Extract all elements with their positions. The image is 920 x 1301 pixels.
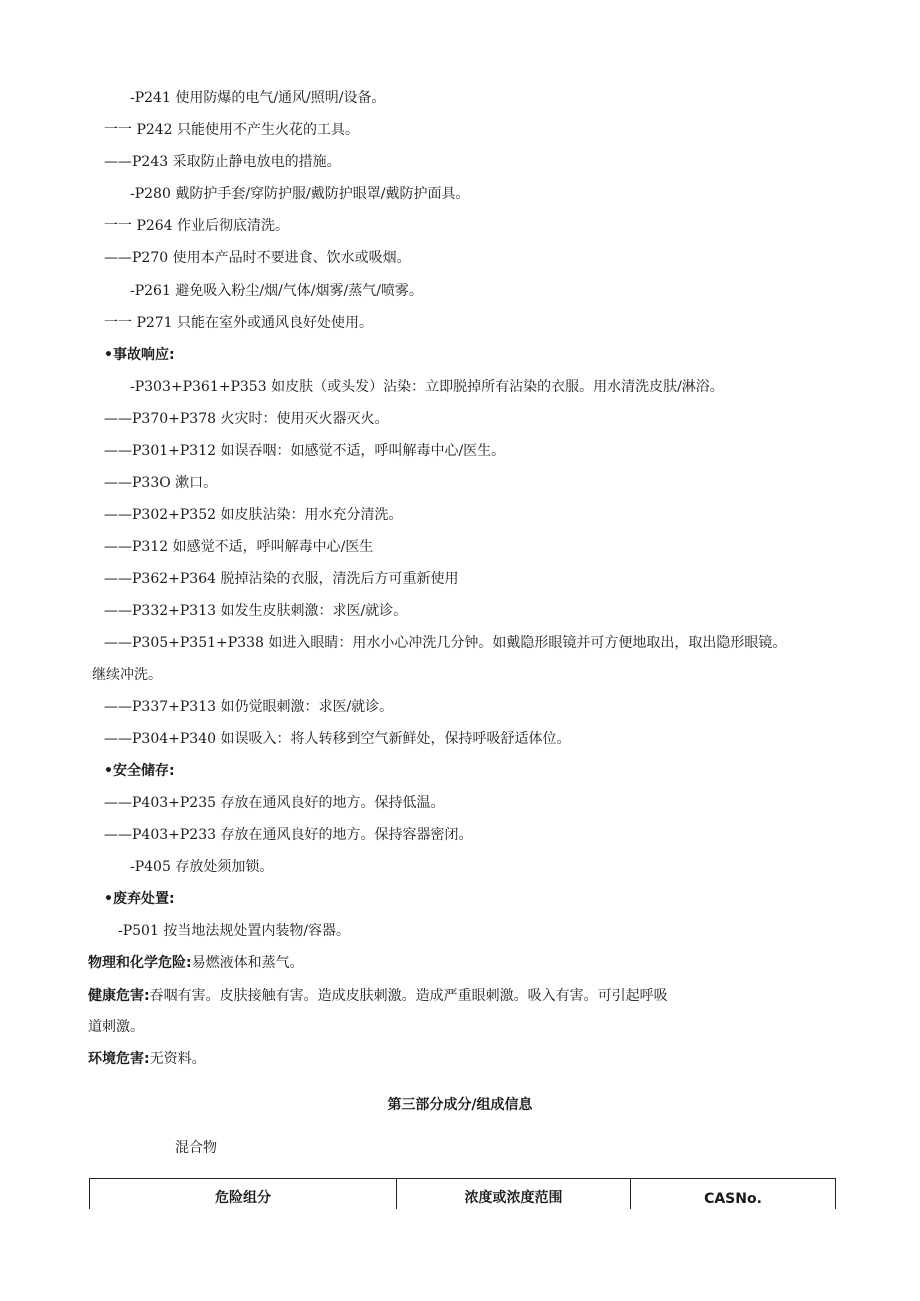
- response-line: ——P33O 漱口。: [104, 475, 218, 491]
- disposal-line: -P501 按当地法规处置内装物/容器。: [118, 923, 351, 939]
- response-line: ——P362+P364 脱掉沾染的衣服，清洗后方可重新使用: [104, 571, 459, 587]
- response-heading: •事故响应:: [104, 347, 175, 363]
- response-line: 继续冲洗。: [92, 667, 162, 683]
- response-line: ——P370+P378 火灾时：使用灭火器灭火。: [104, 411, 389, 427]
- mixture-label: 混合物: [175, 1140, 217, 1156]
- physical-hazard-label: 物理和化学危险:: [88, 955, 192, 971]
- column-header-cas: CASNo.: [631, 1179, 836, 1210]
- physical-hazard: [88, 953, 304, 973]
- physical-hazard-text: 易燃液体和蒸气。: [191, 955, 304, 971]
- storage-line: ——P403+P233 存放在通风良好的地方。保持容器密闭。: [104, 827, 473, 843]
- response-line: ——P332+P313 如发生皮肤刺激：求医/就诊。: [104, 603, 408, 619]
- prevention-line: ——P270 使用本产品时不要进食、饮水或吸烟。: [104, 250, 411, 266]
- environment-hazard: [88, 1049, 206, 1069]
- prevention-line: -P261 避免吸入粉尘/烟/气体/烟雾/蒸气/喷雾。: [130, 283, 423, 299]
- health-hazard-label: 健康危害:: [88, 988, 150, 1004]
- composition-table: [89, 1178, 836, 1209]
- response-line: ——P312 如感觉不适，呼叫解毒中心/医生: [104, 539, 374, 555]
- disposal-heading: •废弃处置:: [104, 891, 175, 907]
- response-line: -P303+P361+P353 如皮肤（或头发）沾染：立即脱掉所有沾染的衣服。用水清洗皮肤/淋浴。: [130, 379, 724, 395]
- prevention-line: 一一 P271 只能在室外或通风良好处使用。: [104, 315, 374, 331]
- table-header-row: [90, 1179, 836, 1210]
- health-hazard-continued: 道刺激。: [88, 1019, 144, 1035]
- column-header-component: 危险组分: [90, 1179, 397, 1210]
- response-line: ——P304+P340 如误吸入：将人转移到空气新鲜处，保持呼吸舒适体位。: [104, 731, 571, 747]
- response-line: ——P302+P352 如皮肤沾染：用水充分清洗。: [104, 507, 403, 523]
- prevention-line: 一一 P242 只能使用不产生火花的工具。: [104, 122, 360, 138]
- health-hazard: [88, 986, 668, 1006]
- storage-line: ——P403+P235 存放在通风良好的地方。保持低温。: [104, 795, 445, 811]
- health-hazard-text: 吞咽有害。皮肤接触有害。造成皮肤刺激。造成严重眼刺激。吸入有害。可引起呼吸: [149, 988, 668, 1004]
- storage-line: -P405 存放处须加锁。: [130, 859, 274, 875]
- response-line: ——P301+P312 如误吞咽：如感觉不适，呼叫解毒中心/医生。: [104, 443, 506, 459]
- prevention-line: 一一 P264 作业后彻底清洗。: [104, 218, 290, 234]
- response-line: ——P337+P313 如仍觉眼刺激：求医/就诊。: [104, 699, 394, 715]
- environment-hazard-text: 无资料。: [149, 1051, 206, 1067]
- prevention-line: ——P243 采取防止静电放电的措施。: [104, 154, 341, 170]
- prevention-line: -P241 使用防爆的电气/通风/照明/设备。: [130, 90, 386, 106]
- prevention-line: -P280 戴防护手套/穿防护服/戴防护眼罩/戴防护面具。: [130, 186, 470, 202]
- section-title: 第三部分成分/组成信息: [387, 1097, 533, 1113]
- storage-heading: •安全储存:: [104, 763, 175, 779]
- column-header-concentration: 浓度或浓度范围: [397, 1179, 631, 1210]
- response-line: ——P305+P351+P338 如进入眼睛：用水小心冲洗几分钟。如戴隐形眼镜并可方便地取出，取出隐形眼镜。: [104, 635, 787, 651]
- environment-hazard-label: 环境危害:: [88, 1051, 150, 1067]
